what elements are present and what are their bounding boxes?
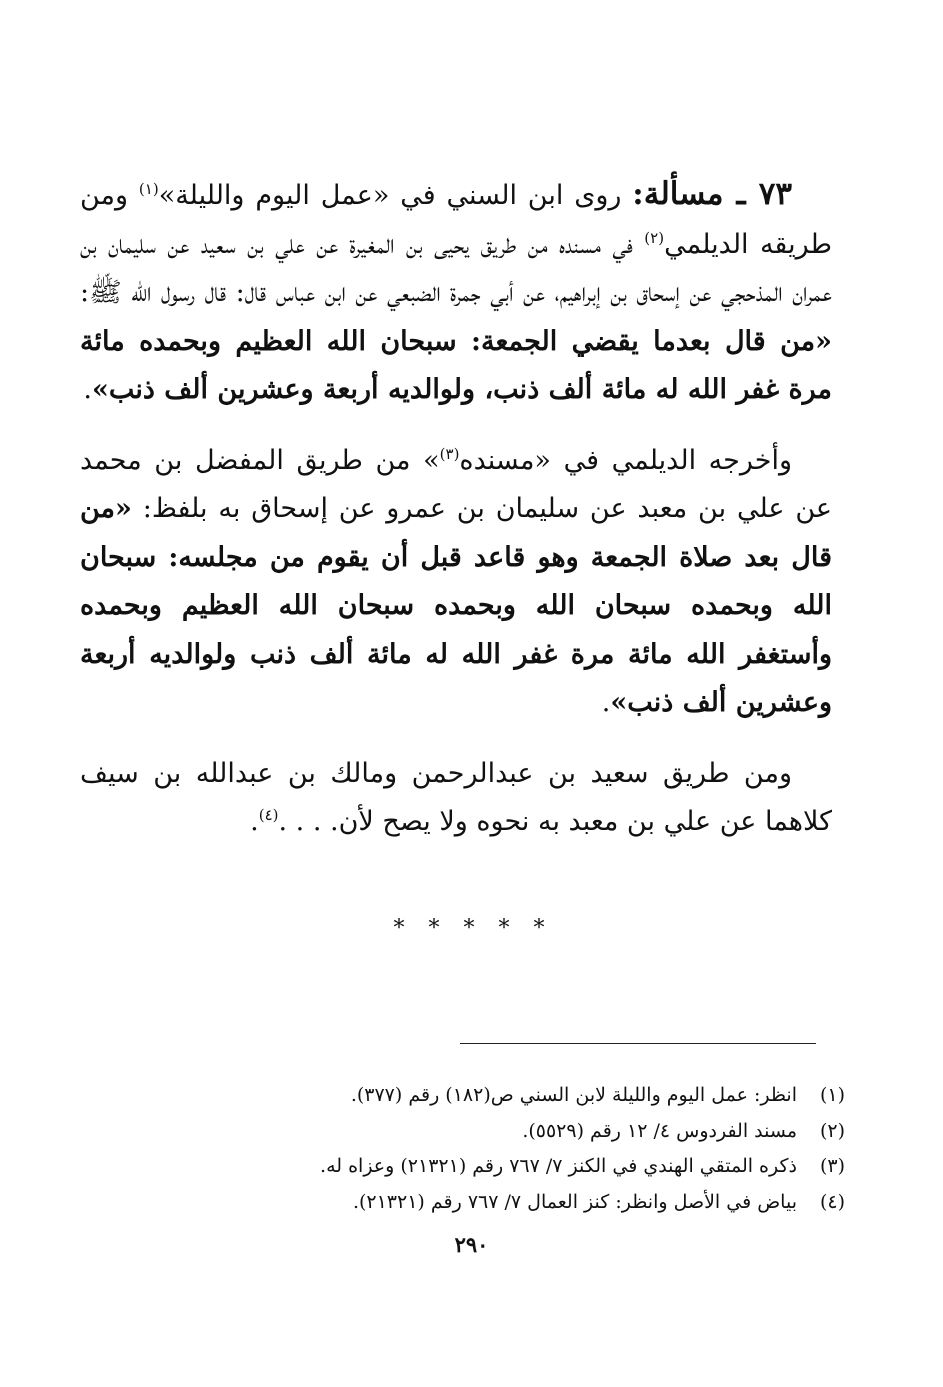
footnote-divider [460,1043,816,1044]
paragraph-3-text: ومن طريق سعيد بن عبدالرحمن ومالك بن عبدالله بن سيف كلاهما عن علي بن معبد به نحوه ولا يصح لأن. . . . [80,757,832,837]
footnote-text: ذكره المتقي الهندي في الكنز ٧/ ٧٦٧ رقم (٢١٣٢١) وعزاه له. [320,1155,797,1177]
footnote-text: بياض في الأصل وانظر: كنز العمال ٧/ ٧٦٧ رقم (٢١٣٢١). [352,1190,797,1213]
footnote-text: مسند الفردوس ٤/ ١٢ رقم (٥٥٢٩). [522,1119,797,1142]
separator-asterisk-icon: * [393,916,407,941]
footnote-1 [205,1078,845,1114]
footnote-ref-4: (٤) [258,806,279,824]
paragraph-2-text-a: وأخرجه الديلمي في «مسنده [459,444,792,476]
footnote-number: (٤) [819,1190,845,1213]
paragraph-1 [80,170,832,415]
paragraph-2-text-b: » من طريق المفضل بن محمد عن علي بن معبد عن سليمان بن عمرو عن إسحاق به بلفظ: [80,444,832,524]
footnote-number: (٣) [819,1155,845,1177]
paragraph-1-text-b: ومن طريقه الديلمي [80,180,832,260]
paragraph-3 [80,750,832,847]
main-text [80,170,832,847]
paragraph-2-end: . [601,687,611,718]
page-number: ٢٩٠ [454,1232,489,1257]
separator-asterisk-icon: * [428,916,442,941]
footnote-number: (٢) [819,1119,845,1142]
section-separator [330,916,610,941]
footnote-3 [205,1149,845,1185]
footnote-number: (١) [819,1084,845,1106]
footnote-ref-2: (٢) [644,228,665,247]
footnote-text: انظر: عمل اليوم والليلة لابن السني ص(١٨٢) رقم (٣٧٧). [350,1084,797,1106]
paragraph-2 [80,437,832,728]
separator-asterisk-icon: * [533,916,547,941]
paragraph-1-text-c: في مسنده من طريق يحيى بن المغيرة عن علي بن سعيد عن سليمان بن عمران المذحجي عن إسحاق بن إبراهيم، عن أبي جمرة الضبعي عن ابن عباس قال: قال رسول الله ﷺ: [80,228,832,308]
paragraph-1-end: . [83,374,92,405]
hadith-quote-2: «من قال بعد صلاة الجمعة وهو قاعد قبل أن يقوم من مجلسه: سبحان الله وبحمده سبحان الله وبحمده سبحان الله العظيم وبحمده وأستغفر الله مائة مرة غفر الله له مائة ألف ذنب ولوالديه أربعة وعشرين ألف ذنب» [80,493,832,718]
issue-number-heading: ٧٣ ـ مسألة: [632,176,792,212]
footnote-ref-1: (١) [138,180,159,198]
paragraph-1-text-a: روى ابن السني في «عمل اليوم والليلة» [158,180,633,211]
footnote-2 [205,1114,845,1150]
separator-asterisk-icon: * [463,916,477,941]
footnote-ref-3: (٣) [439,444,460,463]
separator-asterisk-icon: * [498,916,512,941]
footnotes [205,1078,845,1220]
footnote-4 [205,1185,845,1221]
hadith-quote-1: «من قال بعدما يقضي الجمعة: سبحان الله العظيم وبحمده مائة مرة غفر الله له مائة ألف ذنب، ولوالديه أربعة وعشرين ألف ذنب» [80,325,832,405]
paragraph-3-end: . [250,806,259,837]
